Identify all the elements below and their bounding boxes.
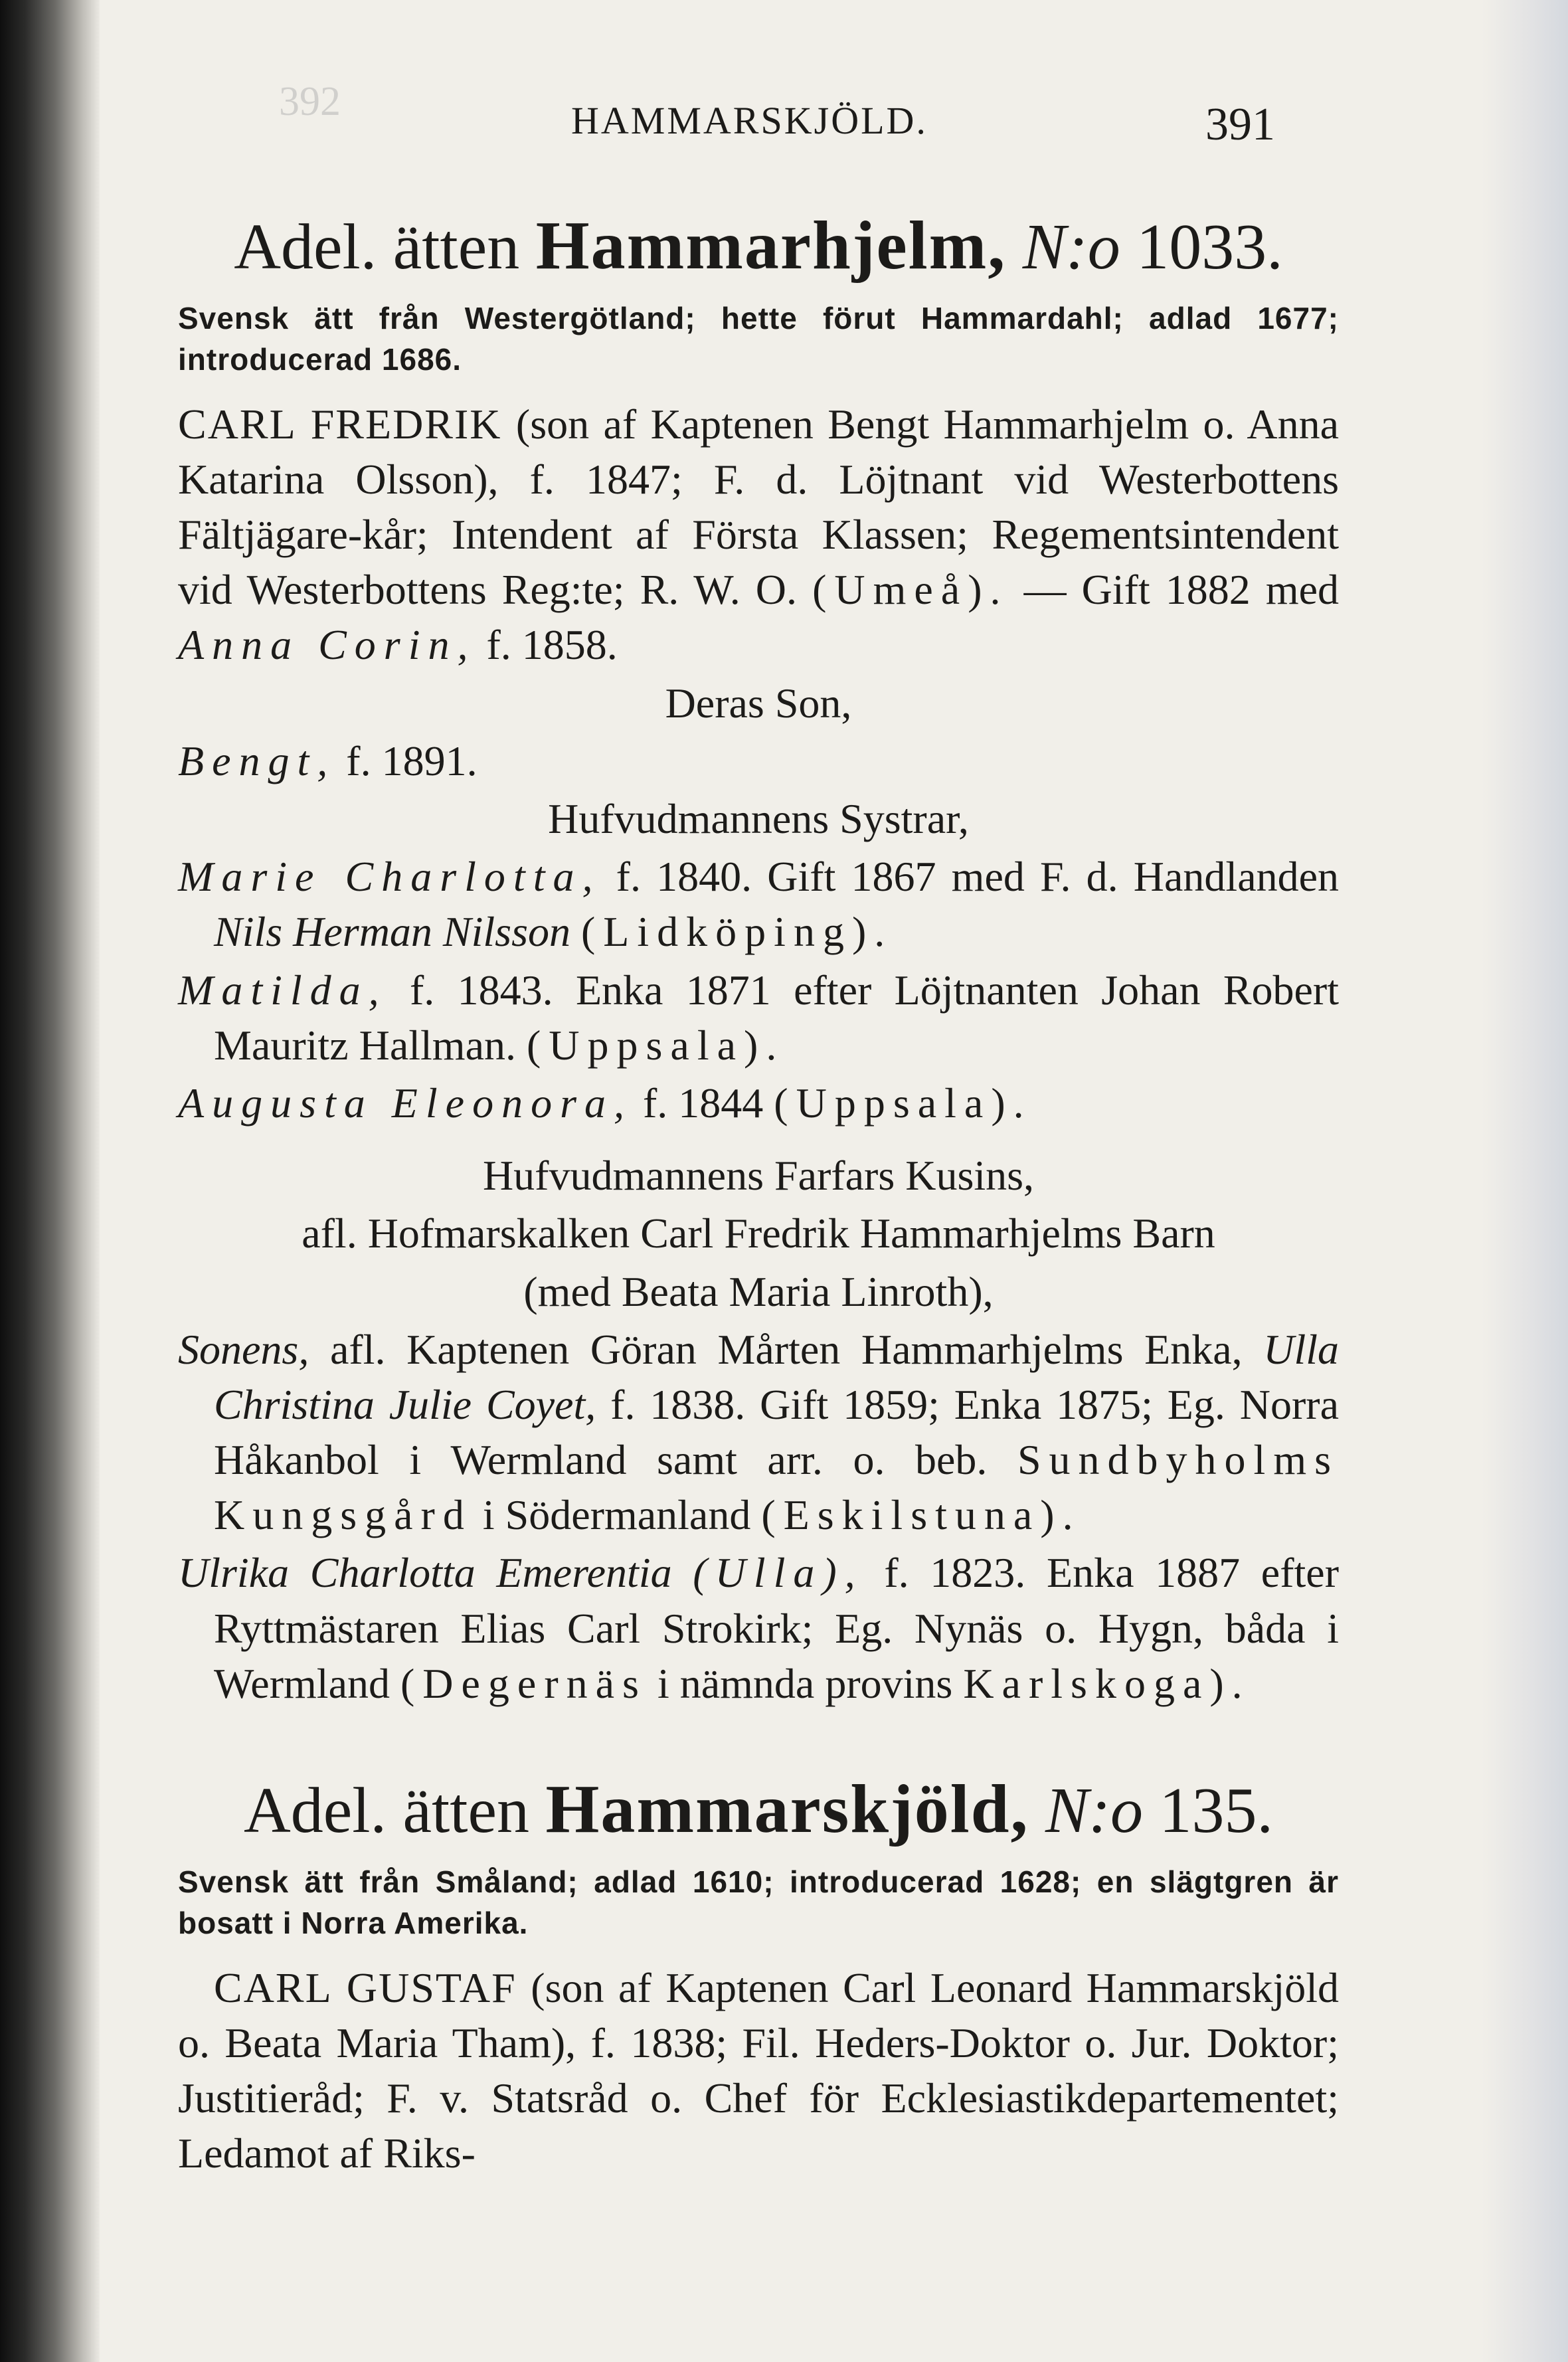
spouse-name: Nils Herman Nilsson xyxy=(214,908,570,956)
entry-text: i Södermanland xyxy=(482,1491,751,1539)
sister-entry xyxy=(178,1075,1339,1131)
family-summary: Svensk ätt från Småland; adlad 1610; introducerad 1628; en slägtgren är bosatt i Norra Amerika. xyxy=(178,1864,1339,1941)
estate-name: Sundbyholms Kungsgård xyxy=(214,1436,1340,1539)
residence-place: (Lidköping). xyxy=(580,908,893,956)
heading-prefix: Adel. ätten xyxy=(234,211,520,283)
residence-place: (Umeå). xyxy=(812,566,1009,614)
entry-text: afl. Kaptenen Göran Mårten Hammarhjelms Enka, xyxy=(329,1325,1243,1373)
number-label: N:o xyxy=(1022,211,1120,283)
subheading-son: Deras Son, xyxy=(665,679,852,727)
page-edge-shadow xyxy=(1482,0,1568,2362)
person-name: Ulla Christina Julie Coyet, xyxy=(214,1325,1339,1428)
entry-text: f. 1843. Enka 1871 efter Löjtnanten Johan Robert Mauritz Hallman. xyxy=(214,966,1340,1069)
subheading-sisters: Hufvudmannens Systrar, xyxy=(548,795,969,842)
entry-text: (son af Kaptenen Bengt Hammarhjelm o. Anna Katarina Olsson), f. 1847; F. d. Löjtnant vid Westerbottens Fältjägare-kår; Intendent af Första Klassen; Regementsintendent vid Westerbottens Reg:te; R. W. O. xyxy=(178,400,1340,614)
page-header xyxy=(571,98,1275,151)
entry-text: f. 1838. Gift 1859; Enka 1875; Eg. Norra Håkanbol i Wermland samt arr. o. beb. xyxy=(214,1380,1340,1484)
son-entry xyxy=(178,733,1339,788)
person-name: Ulrika Charlotta Emerentia xyxy=(178,1549,672,1597)
residence-place: Karlskoga). xyxy=(963,1659,1251,1707)
person-name: CARL GUSTAF xyxy=(214,1963,517,2011)
person-name: Augusta Eleonora, xyxy=(178,1079,632,1127)
running-head: HAMMARSKJÖLD. xyxy=(571,99,928,142)
person-name: CARL FREDRIK xyxy=(178,400,502,448)
entry-text: i nämnda provins xyxy=(657,1659,953,1707)
page-content xyxy=(178,206,1339,2183)
cousins-line: afl. Hofmarskalken Carl Fredrik Hammarhjelms Barn xyxy=(302,1210,1215,1257)
family-name: Hammarhjelm, xyxy=(535,207,1007,284)
entry-text: (son af Kaptenen Carl Leonard Hammarskjöld o. Beata Maria Tham), f. 1838; Fil. Heders-Doktor o. Jur. Doktor; Justitieråd; F. v. Statsråd o. Chef för Ecklesiastikdepartementet; Ledamot af Riks- xyxy=(178,1963,1339,2177)
section-divider xyxy=(178,1714,1339,1770)
entry-label: Sonens, xyxy=(178,1325,309,1373)
section-heading-hammarhjelm xyxy=(178,206,1339,286)
sister-entry xyxy=(178,849,1339,959)
cousins-line: (med Beata Maria Linroth), xyxy=(523,1267,994,1315)
sister-entry xyxy=(178,962,1339,1073)
family-summary: Svensk ätt från Westergötland; hette förut Hammardahl; adlad 1677; introducerad 1686. xyxy=(178,300,1339,377)
residence-place: (Degernäs xyxy=(400,1659,647,1707)
residence-place: (Eskilstuna). xyxy=(761,1491,1081,1539)
entry-text: f. 1891. xyxy=(346,737,478,784)
heading-prefix: Adel. ätten xyxy=(244,1775,529,1847)
head-of-family-entry xyxy=(178,1960,1339,2181)
person-name: Marie Charlotta, xyxy=(178,853,601,901)
residence-place: (Uppsala). xyxy=(774,1079,1032,1127)
person-name: Bengt, xyxy=(178,737,336,784)
entry-text: — Gift 1882 med xyxy=(1023,566,1340,614)
cousin-entry xyxy=(178,1322,1339,1543)
page-number: 391 xyxy=(1205,99,1275,150)
entry-text: f. 1840. Gift 1867 med F. d. Handlanden xyxy=(616,853,1340,901)
book-binding-shadow xyxy=(0,0,100,2362)
entry-text: f. 1823. Enka 1887 efter Ryttmästaren Elias Carl Strokirk; Eg. Nynäs o. Hygn, båda i Wermland xyxy=(214,1549,1340,1707)
family-number: 1033. xyxy=(1136,211,1283,283)
section-heading-hammarskjold xyxy=(178,1770,1339,1849)
entry-text: f. 1844 xyxy=(642,1079,764,1127)
spouse-name: Anna Corin, xyxy=(178,621,476,669)
ghost-page-number: 392 xyxy=(279,79,341,124)
entry-text: f. 1858. xyxy=(486,621,618,669)
family-name: Hammarskjöld, xyxy=(545,1771,1029,1847)
nickname: (Ulla), xyxy=(693,1549,863,1597)
family-number: 135. xyxy=(1159,1775,1273,1847)
head-of-family-entry xyxy=(178,397,1339,673)
cousin-entry xyxy=(178,1545,1339,1711)
residence-place: (Uppsala). xyxy=(526,1021,785,1069)
number-label: N:o xyxy=(1045,1775,1143,1847)
subheading-cousins: Hufvudmannens Farfars Kusins, xyxy=(482,1152,1035,1200)
person-name: Matilda, xyxy=(178,966,387,1014)
